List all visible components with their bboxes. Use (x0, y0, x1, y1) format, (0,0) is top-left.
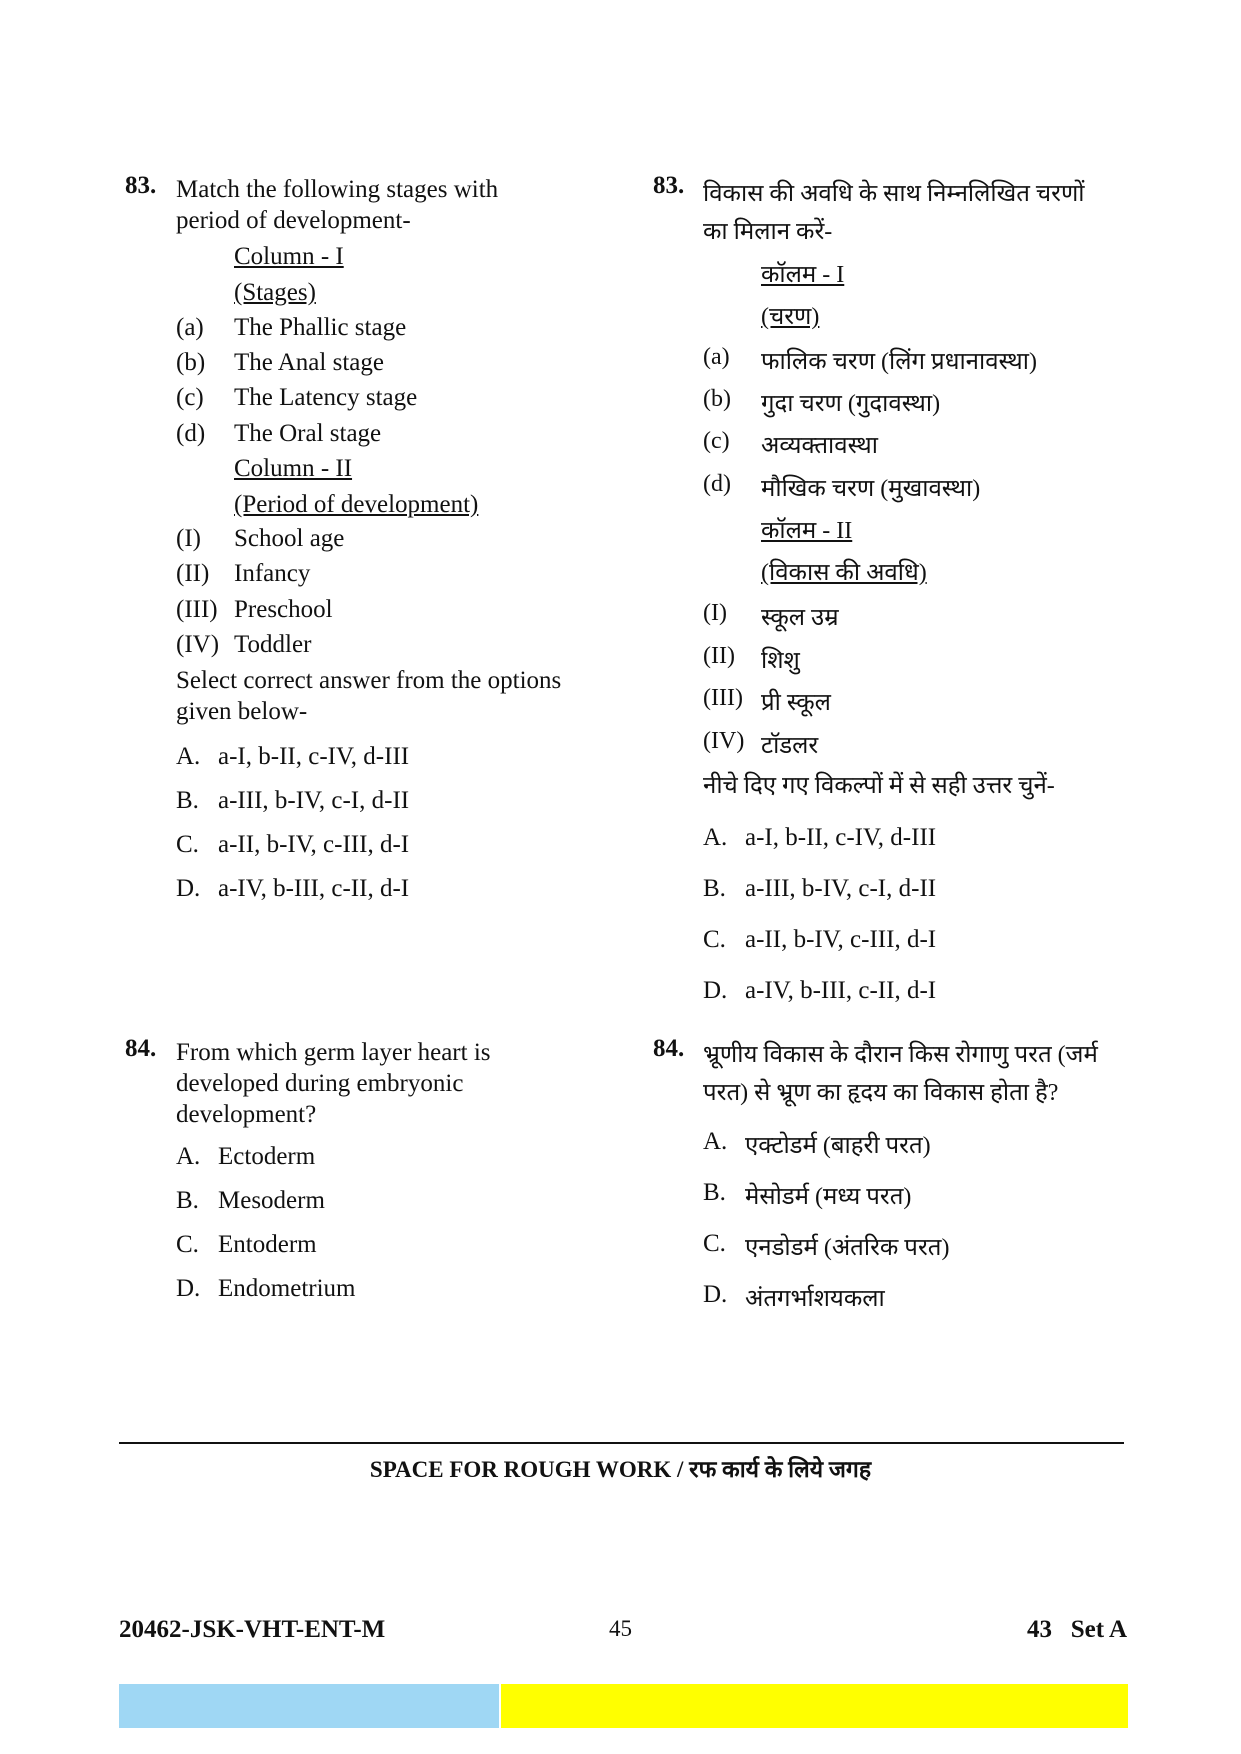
question-stem: From which germ layer heart is (176, 1039, 491, 1066)
answer-option[interactable]: C. a-II, b-IV, c-III, d-I (703, 926, 937, 953)
column-heading: Column - II (234, 455, 353, 482)
question-stem: development? (176, 1101, 317, 1128)
instruction-text: Select correct answer from the options (176, 667, 562, 694)
page-number: 45 (609, 1616, 632, 1641)
question-number: 84. (653, 1035, 685, 1062)
column-heading: कॉलम - II (761, 518, 853, 544)
match-item: (d) मौखिक चरण (मुखावस्था) (703, 471, 981, 502)
answer-option[interactable]: C. एनडोडर्म (अंतरिक परत) (703, 1230, 950, 1261)
question-stem: का मिलान करें- (703, 219, 833, 245)
answer-option[interactable]: D. a-IV, b-III, c-II, d-I (703, 977, 937, 1004)
question-number: 84. (125, 1035, 157, 1062)
match-item: (b) गुदा चरण (गुदावस्था) (703, 386, 941, 417)
instruction-text: given below- (176, 698, 308, 725)
period-item: (IV) टॉडलर (703, 728, 819, 759)
answer-option[interactable]: A. एक्टोडर्म (बाहरी परत) (703, 1128, 931, 1159)
match-item: (b) The Anal stage (176, 349, 384, 376)
column-heading: Column - I (234, 243, 344, 270)
question-number: 83. (125, 172, 157, 199)
question-number: 83. (653, 172, 685, 199)
column-subheading: (Stages) (234, 279, 316, 306)
set-label: 43 Set A (1027, 1616, 1127, 1643)
column-heading: कॉलम - I (761, 262, 845, 288)
period-item: (II) Infancy (176, 560, 311, 587)
question-stem: परत) से भ्रूण का हृदय का विकास होता है? (703, 1080, 1059, 1106)
rough-work-label: SPACE FOR ROUGH WORK / रफ कार्य के लिये जगह (369, 1457, 872, 1482)
match-item: (a) फालिक चरण (लिंग प्रधानावस्था) (703, 344, 1037, 375)
answer-option[interactable]: D. Endometrium (176, 1275, 356, 1302)
question-stem: period of development- (176, 207, 411, 234)
period-item: (I) School age (176, 525, 345, 552)
period-item: (III) Preschool (176, 596, 333, 623)
column-subheading: (चरण) (761, 304, 820, 330)
answer-option[interactable]: C. Entoderm (176, 1231, 317, 1258)
answer-option[interactable]: C. a-II, b-IV, c-III, d-I (176, 831, 410, 858)
match-item: (c) The Latency stage (176, 384, 418, 411)
answer-option[interactable]: D. a-IV, b-III, c-II, d-I (176, 875, 410, 902)
match-item: (a) The Phallic stage (176, 314, 407, 341)
column-subheading: (Period of development) (234, 491, 479, 518)
answer-option[interactable]: A. Ectoderm (176, 1143, 316, 1170)
question-stem: विकास की अवधि के साथ निम्नलिखित चरणों (703, 181, 1085, 207)
question-stem: developed during embryonic (176, 1070, 464, 1097)
answer-option[interactable]: D. अंतगर्भाशयकला (703, 1281, 885, 1312)
period-item: (III) प्री स्कूल (703, 685, 831, 716)
answer-option[interactable]: B. मेसोडर्म (मध्य परत) (703, 1179, 912, 1210)
answer-option[interactable]: B. Mesoderm (176, 1187, 325, 1214)
period-item: (IV) Toddler (176, 631, 312, 658)
match-item: (d) The Oral stage (176, 420, 382, 447)
color-bar-yellow (501, 1684, 1128, 1728)
answer-option[interactable]: A. a-I, b-II, c-IV, d-III (176, 743, 410, 770)
color-bar-blue (119, 1684, 499, 1728)
answer-option[interactable]: B. a-III, b-IV, c-I, d-II (176, 787, 410, 814)
divider-line (119, 1442, 1124, 1444)
period-item: (II) शिशु (703, 643, 800, 674)
answer-option[interactable]: A. a-I, b-II, c-IV, d-III (703, 824, 937, 851)
paper-code: 20462-JSK-VHT-ENT-M (119, 1616, 386, 1643)
period-item: (I) स्कूल उम्र (703, 600, 839, 631)
question-stem: Match the following stages with (176, 176, 499, 203)
column-subheading: (विकास की अवधि) (761, 560, 927, 586)
question-stem: भ्रूणीय विकास के दौरान किस रोगाणु परत (जर्म (703, 1042, 1098, 1068)
answer-option[interactable]: B. a-III, b-IV, c-I, d-II (703, 875, 937, 902)
match-item: (c) अव्यक्तावस्था (703, 428, 878, 459)
instruction-text: नीचे दिए गए विकल्पों में से सही उत्तर चुनें- (703, 773, 1055, 799)
